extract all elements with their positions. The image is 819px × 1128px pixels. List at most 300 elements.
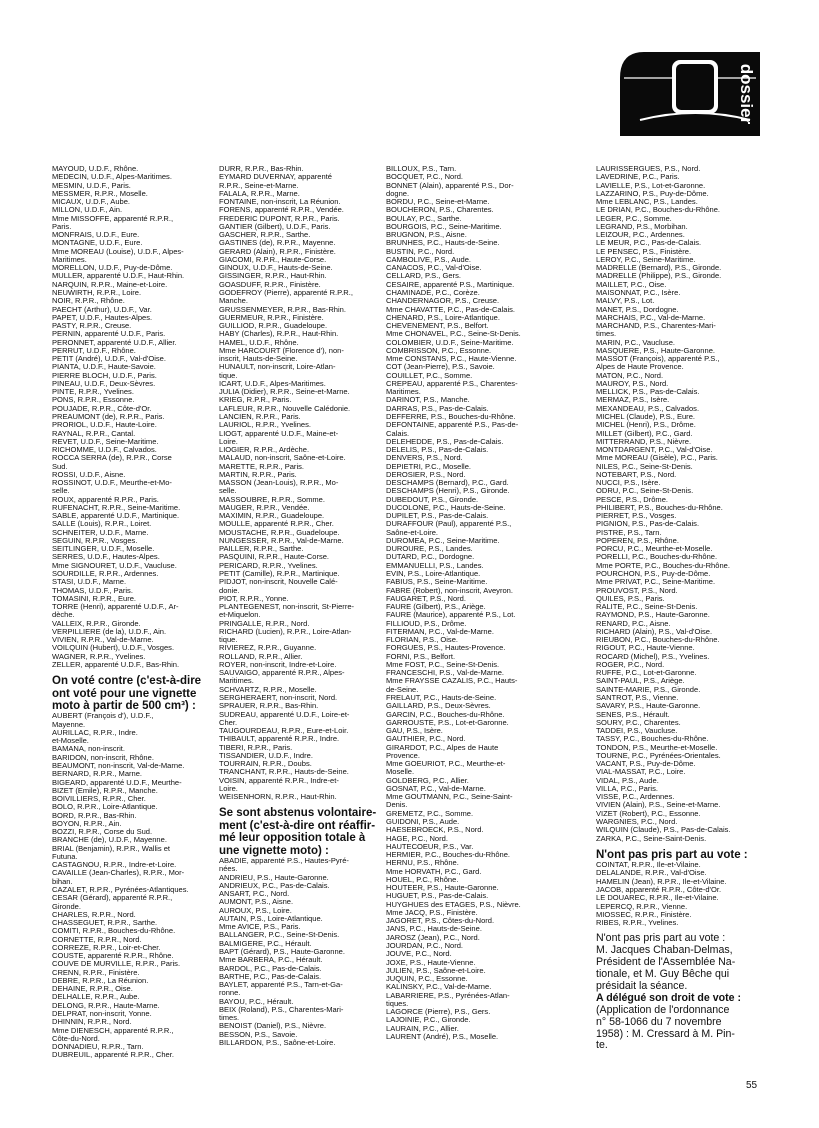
text-line: DESCHAMPS (Bernard), P.C., Gard. (386, 479, 509, 488)
text-line: Maritimes. (219, 677, 254, 686)
text-line: FORNI, P.S., Belfort. (386, 652, 456, 661)
section-heading-non-votants (596, 849, 774, 861)
text-line: RUFFE, P.C., Lot-et-Garonne. (596, 669, 697, 678)
text-line: LAURENT (André), P.S., Moselle. (386, 1032, 499, 1041)
text-line: PONS, R.P.R., Essonne. (52, 396, 135, 405)
text-line: Loire. (219, 437, 238, 446)
text-line: SUDREAU, apparenté U.D.F., Loire-et- (219, 710, 350, 719)
text-line: LAZZARINO, P.S., Puy-de-Dôme. (596, 189, 709, 198)
text-line: Mme LEBLANC, P.S., Landes. (596, 198, 698, 207)
text-line: HAGE, P.C., Nord. (386, 834, 448, 843)
text-line: VIAL-MASSAT, P.C., Loire. (596, 768, 686, 777)
text-line: GAU, P.S., Isère. (386, 727, 443, 736)
text-line: Mme GOUTMANN, P.C., Seine-Saint- (386, 793, 513, 802)
text-line: PINEAU, U.D.F., Deux-Sèvres. (52, 379, 156, 388)
text-line: MARIN, P.C., Vaucluse. (596, 338, 675, 347)
text-line: Gironde. (52, 902, 81, 911)
text-line: EYMARD DUVERNAY, apparenté (219, 173, 332, 182)
text-line: DENVERS, P.S., Nord. (386, 454, 463, 463)
text-line: ROLLAND, R.P.R., Allier. (219, 652, 303, 661)
text-line: TISSANDIER, U.D.F., Indre. (219, 751, 313, 760)
text-line: HUNAULT, non-inscrit, Loire-Atlan- (219, 363, 336, 372)
text-line: Saône-et-Loire. (386, 528, 439, 537)
text-line: PORCU, P.C., Meurthe-et-Moselle. (596, 545, 713, 554)
text-line: MONTDARGENT, P.C., Val-d'Oise. (596, 446, 713, 455)
text-line: Denis. (386, 801, 408, 810)
text-line: PIANTA, U.D.F., Haute-Savoie. (52, 363, 156, 372)
text-line: TORRE (Henri), apparenté U.D.F., Ar- (52, 603, 179, 612)
text-line: tique. (219, 371, 238, 380)
text-line: PISTRE, P.S., Tarn. (596, 528, 662, 537)
text-line: MITTERRAND, P.S., Nièvre. (596, 437, 692, 446)
text-line: THOMAS, U.D.F., Paris. (52, 586, 133, 595)
text-line: LE PENSEC, P.S., Finistère. (596, 247, 692, 256)
text-line: ANDRIEU, P.S., Haute-Garonne. (219, 873, 329, 882)
text-line: BIZET (Emile), R.P.R., Manche. (52, 786, 158, 795)
text-line: BOCQUET, P.C., Nord. (386, 173, 464, 182)
text-line: FORGUES, P.S., Hautes-Provence. (386, 644, 506, 653)
text-line: DEROSIER, P.S., Nord. (386, 470, 466, 479)
text-line: Mme MOREAU (Gisèle), P.C., Paris. (596, 454, 718, 463)
text-line: PERONNET, apparenté U.D.F., Allier. (52, 338, 177, 347)
text-line: COLOMBIER, U.D.F., Seine-Maritime. (386, 338, 514, 347)
text-line: PETIT (Camille), R.P.R., Martinique. (219, 570, 340, 579)
text-line: PLANTEGENEST, non-inscrit, St-Pierre- (219, 603, 355, 612)
text-line: ROYER, non-inscrit, Indre-et-Loire. (219, 660, 337, 669)
text-line: NOIR, R.P.R., Rhône. (52, 297, 125, 306)
text-line: N'ont pas pris part au vote : (596, 932, 726, 945)
text-line: BOULAY, P.C., Sarthe. (386, 214, 462, 223)
text-line: FABRE (Robert), non-inscrit, Aveyron. (386, 586, 513, 595)
text-line: CAZALET, R.P.R., Pyrénées-Atlantiques. (52, 886, 189, 894)
text-line: BEAUMONT, non-inscrit, Val-de-Marne. (52, 762, 185, 771)
text-line: TRANCHANT, R.P.R., Hauts-de-Seine. (219, 768, 349, 777)
text-line: ronne. (219, 989, 241, 998)
text-line: Maritimes. (386, 388, 421, 397)
text-line: MAILLET, P.C., Oise. (596, 280, 667, 289)
text-line: MEDECIN, U.D.F., Alpes-Maritimes. (52, 173, 172, 182)
text-line: Côte-du-Nord. (52, 1034, 100, 1043)
text-line: SCHNEITER, U.D.F., Marne. (52, 528, 149, 537)
text-line: ROSSI, U.D.F., Aisne. (52, 470, 126, 479)
text-line: HOUTEER, P.S., Haute-Garonne. (386, 884, 499, 893)
text-line: RAYMOND, P.S., Haute-Garonne. (596, 611, 710, 620)
text-line: POURCHON, P.S., Puy-de-Dôme. (596, 570, 711, 579)
text-line: LAURIOL, R.P.R., Yvelines. (219, 421, 312, 430)
president-note (596, 933, 774, 993)
text-line: COMITI, R.P.R., Bouches-du-Rhône. (52, 927, 176, 936)
text-line: LEPERCQ, R.P.R., Vienne. (596, 902, 688, 911)
text-line: LEGRAND, P.S., Morbihan. (596, 222, 688, 231)
text-line: LABARRIERE, P.S., Pyrénées-Atlan- (386, 991, 510, 1000)
text-line: BONNET (Alain), apparenté P.S., Dor- (386, 181, 514, 190)
column-3 (386, 165, 558, 1041)
text-line: Calais. (386, 429, 410, 438)
text-line: LIOGIER, R.P.R., Ardèche. (219, 446, 310, 455)
text-line: MICAUX, U.D.F., Aube. (52, 198, 131, 207)
text-line: Mme JACQ, P.S., Finistère. (386, 908, 478, 917)
text-line: BALLANGER, P.C., Seine-St-Denis. (219, 931, 340, 940)
text-line: Paris. (52, 222, 72, 231)
text-line: AURILLAC, R.P.R., Indre. (52, 728, 138, 737)
text-line: EVIN, P.S., Loire-Atlantique. (386, 570, 481, 579)
text-line: Mme HARCOURT (Florence d'), non- (219, 346, 344, 355)
text-line: FRELAUT, P.C., Hauts-de-Seine. (386, 694, 497, 702)
text-line: DELELIS, P.S., Pas-de-Calais. (386, 446, 489, 455)
text-line: DELONG, R.P.R., Haute-Marne. (52, 1001, 160, 1010)
text-line: MARTIN, R.P.R., Paris. (219, 470, 297, 479)
text-line: AUMONT, P.S., Aisne. (219, 898, 294, 907)
text-line: n° 58-1066 du 7 novembre (596, 1015, 722, 1028)
text-line: TASSY, P.C., Bouches-du-Rhône. (596, 735, 709, 744)
text-line: COUVE DE MURVILLE, R.P.R., Paris. (52, 960, 181, 969)
text-line: SPRAUER, R.P.R., Bas-Rhin. (219, 702, 319, 711)
section-heading-contre (52, 675, 224, 712)
text-line: DEPIETRI, P.C., Moselle. (386, 462, 471, 471)
heading-line: mé leur opposition totale à (219, 832, 366, 845)
text-line: Mayenne. (52, 720, 86, 729)
text-line: DUROURE, P.S., Landes. (386, 545, 473, 554)
text-line: Mme PORTE, P.C., Bouches-du-Rhône. (596, 561, 730, 570)
text-line: DEBRE, R.P.R., La Réunion. (52, 976, 149, 985)
text-line: MILLET (Gilbert), P.C., Gard. (596, 429, 693, 438)
text-line: Provence. (386, 751, 420, 760)
text-line: MIOSSEC, R.P.R., Finistère. (596, 910, 692, 919)
text-line: MADRELLE (Bernard), P.S., Gironde. (596, 264, 722, 273)
text-line: COT (Jean-Pierre), P.S., Savoie. (386, 363, 495, 372)
text-line: VISSE, P.C., Ardennes. (596, 793, 675, 802)
text-line: MOULLE, apparenté R.P.R., Cher. (219, 520, 334, 529)
text-line: HAUTECOEUR, P.S., Var. (386, 842, 474, 851)
text-line: COUSTE, apparenté R.P.R., Rhône. (52, 952, 174, 961)
text-line: LAVEDRINE, P.C., Paris. (596, 173, 680, 182)
text-line: MESSMER, R.P.R., Moselle. (52, 189, 148, 198)
text-line: FAUGARET, P.S., Nord. (386, 594, 466, 603)
text-line: GOLDBERG, P.C., Allier. (386, 776, 469, 785)
text-line: CHENARD, P.S., Loire-Atlantique. (386, 313, 500, 322)
text-line: GOASDUFF, R.P.R., Finistère. (219, 280, 321, 289)
text-line: BORD, R.P.R., Bas-Rhin. (52, 811, 137, 820)
text-line: PRORIOL, U.D.F., Haute-Loire. (52, 421, 157, 430)
text-line: LAURISSERGUES, P.S., Nord. (596, 165, 701, 173)
text-line: LEGER, P.C., Somme. (596, 214, 672, 223)
text-line: MICHEL (Henri), P.S., Drôme. (596, 421, 696, 430)
text-line: DUBEDOUT, P.S., Gironde. (386, 495, 479, 504)
text-line: TAUGOURDEAU, R.P.R., Eure-et-Loir. (219, 727, 349, 736)
text-line: PORELLI, P.C., Bouches-du-Rhône. (596, 553, 718, 562)
text-line: RICHARD (Lucien), R.P.R., Loire-Atlan- (219, 627, 352, 636)
text-line: SABLE, apparenté U.D.F., Martinique. (52, 512, 180, 521)
text-line: FABIUS, P.S., Seine-Maritime. (386, 578, 488, 587)
text-line: inscrit, Hauts-de-Seine. (219, 355, 298, 364)
text-line: BRUGNON, P.S., Aisne. (386, 231, 467, 240)
text-line: ICART, U.D.F., Alpes-Maritimes. (219, 379, 326, 388)
text-line: BILLOUX, P.S., Tarn. (386, 165, 457, 173)
text-line: selle. (52, 487, 70, 496)
text-line: Mme CHONAVEL, P.C., Seine-St-Denis. (386, 330, 521, 339)
text-line: PAILLER, R.P.R., Sarthe. (219, 545, 304, 554)
heading-line: Se sont abstenus volontaire- (219, 807, 377, 820)
text-line: LAVIELLE, P.S., Lot-et-Garonne. (596, 181, 706, 190)
text-line: LE DRIAN, P.C., Bouches-du-Rhône. (596, 206, 721, 215)
text-line: GASCHER, R.P.R., Sarthe. (219, 231, 311, 240)
text-line: NUCCI, P.S., Isère. (596, 479, 661, 488)
text-line: MALAUD, non-inscrit, Saône-et-Loire. (219, 454, 346, 463)
text-line: GASTINES (de), R.P.R., Mayenne. (219, 239, 336, 248)
text-line: VIDAL, P.S., Aude. (596, 776, 659, 785)
text-line: BEIX (Roland), P.S., Charentes-Mari- (219, 1005, 344, 1014)
text-line: QUILES, P.S., Paris. (596, 594, 665, 603)
text-line: DUTARD, P.C., Dordogne. (386, 553, 475, 562)
text-line: DESCHAMPS (Henri), P.S., Gironde. (386, 487, 510, 496)
text-line: Mme BARBERA, P.C., Hérault. (219, 956, 323, 965)
text-line: WEISENHORN, R.P.R., Haut-Rhin. (219, 793, 337, 802)
text-line: GARROUSTE, P.S., Lot-et-Garonne. (386, 718, 509, 727)
text-line: LAGORCE (Pierre), P.S., Gers. (386, 1008, 491, 1017)
text-line: RAYNAL, R.P.R., Cantal. (52, 429, 136, 438)
text-line: Moselle. (386, 768, 415, 777)
text-line: LAJOINIE, P.C., Gironde. (386, 1016, 471, 1025)
text-line: Mme CONSTANS, P.C., Haute-Vienne. (386, 355, 517, 364)
logo-wordmark: dossier (737, 63, 756, 125)
text-line: TONDON, P.S., Meurthe-et-Moselle. (596, 743, 718, 752)
text-line: BRIAL (Benjamin), R.P.R., Wallis et (52, 844, 170, 853)
text-line: CORREZE, R.P.R., Loir-et-Cher. (52, 943, 161, 952)
text-line: MONTAGNE, U.D.F., Eure. (52, 239, 143, 248)
text-line: POUJADE, R.P.R., Côte-d'Or. (52, 404, 152, 413)
text-line: DELALANDE, R.P.R., Val-d'Oise. (596, 869, 707, 878)
heading-line: ont voté pour une vignette (52, 687, 197, 700)
text-line: MELLICK, P.S., Pas-de-Calais. (596, 388, 700, 397)
text-line: DELHALLE, R.P.R., Aube. (52, 993, 140, 1002)
text-line: Mme PRIVAT, P.C., Seine-Maritime. (596, 578, 716, 587)
text-line: GIACOMI, R.P.R., Haute-Corse. (219, 255, 327, 264)
text-line: DONNADIEU, R.P.R., Tarn. (52, 1043, 144, 1052)
text-line: 1958) : M. Cressard à M. Pin- (596, 1027, 735, 1040)
delegation-heading: A délégué son droit de vote : (596, 991, 741, 1004)
text-line: Mme AVICE, P.S., Paris. (219, 923, 301, 932)
text-line: CANACOS, P.C., Val-d'Oise. (386, 264, 482, 273)
text-line: FONTAINE, non-inscrit, La Réunion. (219, 198, 341, 207)
text-line: selle. (219, 487, 237, 496)
text-line: NILES, P.C., Seine-St-Denis. (596, 462, 693, 471)
text-line: FAURE (Gilbert), P.S., Ariège. (386, 603, 486, 612)
text-line: RICHOMME, U.D.F., Calvados. (52, 446, 157, 455)
text-line: (Application de l'ordonnance (596, 1003, 730, 1016)
text-line: BARDOL, P.C., Pas-de-Calais. (219, 964, 322, 973)
text-line: GUIDONI, P.S., Aude. (386, 817, 460, 826)
text-line: AUROUX, P.S., Loire. (219, 906, 292, 915)
text-line: MESMIN, U.D.F., Paris. (52, 181, 131, 190)
text-line: FRANCESCHI, P.S., Val-de-Marne. (386, 669, 504, 678)
text-line: BOURGOIS, P.C., Seine-Maritime. (386, 222, 502, 231)
text-line: GAUTHIER, P.C., Nord. (386, 735, 466, 744)
text-line: PIERRET, P.S., Vosges. (596, 512, 677, 521)
text-line: STASI, U.D.F., Marne. (52, 578, 127, 587)
text-line: GAILLARD, P.S., Deux-Sèvres. (386, 702, 491, 711)
text-line: BARIDON, non-inscrit, Rhône. (52, 753, 154, 762)
text-line: VOISIN, apparenté R.P.R., Indre-et- (219, 776, 339, 785)
text-line: MANET, P.S., Dordogne. (596, 305, 679, 314)
text-line: SAINTE-MARIE, P.S., Gironde. (596, 685, 701, 694)
text-line: SCHVARTZ, R.P.R., Moselle. (219, 685, 317, 694)
text-line: MILLON, U.D.F., Ain. (52, 206, 123, 215)
text-line: ABADIE, apparenté P.S., Hautes-Pyré- (219, 857, 349, 866)
vote-list (386, 165, 558, 1041)
text-line: BOIVILLIERS, R.P.R., Cher. (52, 795, 146, 804)
text-line: REVET, U.D.F., Seine-Maritime. (52, 437, 159, 446)
text-line: JULIA (Didier), R.P.R., Seine-et-Marne. (219, 388, 350, 397)
text-line: DURR, R.P.R., Bas-Rhin. (219, 165, 304, 173)
text-line: TIBERI, R.P.R., Paris. (219, 743, 293, 752)
text-line: CAMBOLIVE, P.S., Aude. (386, 255, 472, 264)
text-line: POPEREN, P.S., Rhône. (596, 536, 679, 545)
text-line: BESSON, P.S., Savoie. (219, 1030, 298, 1039)
text-line: RIEUBON, P.C., Bouches-du-Rhône. (596, 636, 720, 645)
text-line: times. (219, 1014, 240, 1023)
text-line: TOURNE, P.C., Pyrénées-Orientales. (596, 751, 721, 760)
text-line: RIGOUT, P.C., Haute-Vienne. (596, 644, 695, 653)
text-line: PREAUMONT (de), R.P.R., Paris. (52, 412, 165, 421)
text-line: VOILQUIN (Hubert), U.D.F., Vosges. (52, 644, 175, 653)
text-line: SAVARY, P.S., Haute-Garonne. (596, 702, 701, 711)
text-line: PIERRE BLOCH, U.D.F., Paris. (52, 371, 157, 380)
text-line: dogne. (386, 189, 410, 198)
text-line: DUPILET, P.S., Pas-de-Calais. (386, 512, 489, 521)
text-line: RALITE, P.C., Seine-St-Denis. (596, 603, 698, 612)
dossier-logo (618, 50, 762, 138)
text-line: JANS, P.C., Hauts-de-Seine. (386, 925, 482, 934)
text-line: MEXANDEAU, P.S., Calvados. (596, 404, 700, 413)
text-line: VACANT, P.S., Puy-de-Dôme. (596, 760, 696, 769)
text-line: BOUCHERON, P.S., Charentes. (386, 206, 494, 215)
text-line: MAXIMIN, R.P.R., Guadeloupe. (219, 512, 325, 521)
text-line: CHANDERNAGOR, P.S., Creuse. (386, 297, 500, 306)
text-line: MASQUERE, P.S., Haute-Garonne. (596, 346, 715, 355)
text-line: VIVIEN, R.P.R., Val-de-Marne. (52, 636, 154, 645)
heading-line: On voté contre (c'est-à-dire (52, 675, 202, 688)
text-line: HUYGHUES des ETAGES, P.S., Nièvre. (386, 900, 521, 909)
text-line: bihan. (52, 877, 73, 886)
vote-list (219, 165, 391, 801)
text-line: HUGUET, P.S., Pas-de-Calais. (386, 892, 489, 901)
text-line: DARRAS, P.S., Pas-de-Calais. (386, 404, 489, 413)
section-heading-abstenus (219, 807, 391, 857)
text-line: BRANCHE (de), U.D.F., Mayenne. (52, 836, 167, 845)
text-line: PESCE, P.S., Drôme. (596, 495, 669, 504)
text-line: WILQUIN (Claude), P.S., Pas-de-Calais. (596, 826, 731, 835)
text-line: MAUROY, P.S., Nord. (596, 379, 669, 388)
text-line: SOURY, P.C., Charentes. (596, 718, 681, 727)
text-line: ROCCA SERRA (de), R.P.R., Corse (52, 454, 172, 463)
text-line: PAECHT (Arthur), U.D.F., Var. (52, 305, 152, 314)
delegation-note (596, 1005, 774, 1053)
text-line: MONFRAIS, U.D.F., Eure. (52, 231, 140, 240)
text-line: PIOT, R.P.R., Yonne. (219, 594, 289, 603)
text-line: BOYON, R.P.R., Ain. (52, 819, 122, 828)
text-line: RIBES, R.P.R., Yvelines. (596, 919, 679, 928)
text-line: PROUVOST, P.S., Nord. (596, 586, 678, 595)
text-line: BAPT (Gérard), P.S., Haute-Garonne. (219, 948, 345, 956)
column-2 (219, 165, 391, 1047)
text-line: SANTROT, P.S., Vienne. (596, 694, 679, 702)
column-4 (596, 165, 774, 1052)
heading-line: une vignette moto) : (219, 844, 329, 857)
text-line: NUNGESSER, R.P.R., Val-de-Marne. (219, 536, 344, 545)
heading-line: ment (c'est-à-dire ont réaffir- (219, 819, 376, 832)
text-line: MASSOUBRE, R.P.R., Somme. (219, 495, 325, 504)
text-line: SEGUIN, R.P.R., Vosges. (52, 536, 138, 545)
text-line: BALMIGERE, P.C., Hérault. (219, 939, 312, 948)
text-line: GISSINGER, R.P.R., Haut-Rhin. (219, 272, 327, 281)
text-line: GINOUX, U.D.F., Hauts-de-Seine. (219, 264, 333, 273)
text-line: GIRARDOT, P.C., Alpes de Haute (386, 743, 499, 752)
text-line: DURAFFOUR (Paul), apparenté P.S., (386, 520, 512, 529)
text-line: PRINGALLE, R.P.R., Nord. (219, 619, 310, 628)
text-line: BIGEARD, apparenté U.D.F., Meurthe- (52, 778, 182, 787)
text-line: GERARD (Alain), R.P.R., Finistère. (219, 247, 336, 256)
text-line: NARQUIN, R.P.R., Maine-et-Loire. (52, 280, 168, 289)
text-line: tionale, et M. Guy Bêche qui (596, 968, 730, 981)
text-line: BERNARD, R.P.R., Marne. (52, 770, 143, 779)
text-line: R.P.R., Seine-et-Marne. (219, 181, 299, 190)
text-line: DUBREUIL, apparenté R.P.R., Cher. (52, 1051, 174, 1060)
text-line: BUSTIN, P.C., Nord. (386, 247, 455, 256)
text-line: DELEHEDDE, P.S., Pas-de-Calais. (386, 437, 504, 446)
text-line: MOUSTACHE, R.P.R., Guadeloupe. (219, 528, 340, 537)
text-line: DEFFERRE, P.S., Bouches-du-Rhône. (386, 412, 516, 421)
text-line: et-Moselle. (52, 737, 89, 746)
text-line: GARCIN, P.C., Bouches-du-Rhône. (386, 710, 505, 719)
text-line: HABY (Charles), R.P.R., Haut-Rhin. (219, 330, 339, 339)
text-line: TADDEI, P.S., Vaucluse. (596, 727, 678, 736)
text-line: MORELLON, U.D.F., Puy-de-Dôme. (52, 264, 173, 273)
text-line: Cher. (219, 718, 238, 727)
text-line: ZARKA, P.C., Seine-Saint-Denis. (596, 834, 707, 843)
text-line: MAUGER, R.P.R., Vendée. (219, 503, 310, 512)
text-line: Maritimes. (52, 255, 87, 264)
text-line: MAISONNAT, P.C., Isère. (596, 288, 681, 297)
text-line: SOURDILLE, R.P.R., Ardennes. (52, 570, 159, 579)
text-line: BOZZI, R.P.R., Corse du Sud. (52, 828, 153, 837)
text-line: ZELLER, apparenté U.D.F., Bas-Rhin. (52, 660, 180, 669)
text-line: CHEVENEMENT, P.S., Belfort. (386, 322, 489, 331)
text-line: présidait la séance. (596, 979, 688, 992)
text-line: JOURDAN, P.C., Nord. (386, 941, 464, 950)
text-line: SERRES, U.D.F., Hautes-Alpes. (52, 553, 160, 562)
text-line: DUCOLONE, P.C., Hauts-de-Seine. (386, 503, 506, 512)
text-line: CORNETTE, R.P.R., Nord. (52, 935, 142, 944)
text-line: VILLA, P.C., Paris. (596, 784, 658, 793)
text-line: BORDU, P.C., Seine-et-Marne. (386, 198, 490, 207)
text-line: de-Seine. (386, 685, 419, 694)
text-line: HOUEL, P.C., Rhône. (386, 875, 459, 884)
text-line: LAFLEUR, R.P.R., Nouvelle Calédonie. (219, 404, 351, 413)
text-line: Mme HORVATH, P.C., Gard. (386, 867, 482, 876)
text-line: PERICARD, R.P.R., Yvelines. (219, 561, 318, 570)
heading-line: moto à partir de 500 cm³) : (52, 700, 196, 713)
text-line: NOTEBART, P.S., Nord. (596, 470, 677, 479)
text-line: PIGNION, P.S., Pas-de-Calais. (596, 520, 700, 529)
text-line: MASSON (Jean-Louis), R.P.R., Mo- (219, 479, 339, 488)
text-line: LE MEUR, P.C., Pas-de-Calais. (596, 239, 702, 248)
text-line: DEFONTAINE, apparenté P.S., Pas-de- (386, 421, 519, 430)
vote-list (596, 165, 774, 843)
heading-line: N'ont pas pris part au vote : (596, 848, 748, 861)
text-line: ROGER, P.C., Nord. (596, 660, 665, 669)
text-line: LE DOUAREC, R.P.R., Ile-et-Vilaine. (596, 894, 719, 903)
page-number: 55 (746, 1080, 758, 1091)
